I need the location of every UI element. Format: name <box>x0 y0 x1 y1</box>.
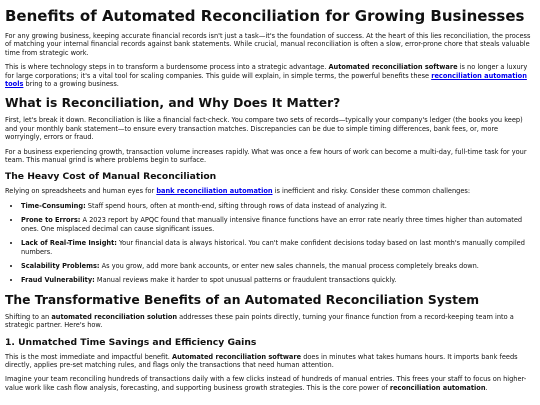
section2-paragraph-2 <box>5 353 535 370</box>
intro-paragraph-2 <box>5 63 535 88</box>
s2p1-bold: automated reconciliation solution <box>51 312 178 321</box>
bullet-label: Prone to Errors: <box>21 216 81 225</box>
intro-text-d: bring to a growing business. <box>23 80 119 89</box>
s2p2-text-a: This is the most immediate and impactful benefit. <box>5 352 172 361</box>
bullet-label: Time-Consuming: <box>21 201 86 210</box>
s2p2-text-c: does in minutes what takes humans hours. It imports bank feeds directly, applies pre-set matching rules, and flags only the transactions that need human attention. <box>5 352 518 369</box>
s2p3-bold: reconciliation automation <box>389 383 486 392</box>
bullet-text: Your financial data is always historical. You can't make confident decisions today based on last month's manually compiled numbers. <box>21 239 525 256</box>
list-item <box>21 262 535 270</box>
page-title: Benefits of Automated Reconciliation for Growing Businesses <box>5 7 525 25</box>
section2-paragraph-3 <box>5 375 535 392</box>
subheading-heavy-cost: The Heavy Cost of Manual Reconciliation <box>5 171 217 183</box>
intro-text-c: is no longer a luxury for large corporations; it's a vital tool for scaling companies. This guide will explain, in simple terms, the powerful benefits these <box>5 63 528 80</box>
bullet-label: Lack of Real-Time Insight: <box>21 239 117 248</box>
s2p1-text-c: addresses these pain points directly, turning your finance function from a record-keeping team into a strategic partner. Here's how. <box>5 312 514 330</box>
section2-paragraph-1 <box>5 313 535 330</box>
section1-paragraph-1: First, let's break it down. Reconciliation is like a financial fact-check. You compare two sets of records—typically your company's ledger (the books you keep) and your monthly bank statement—to ensure every transaction matches. Discrepancies can be due to simple timing differences, bank fees, or, more worryingly, errors or fraud. <box>5 116 523 142</box>
s2p1-text-a: Shifting to an <box>5 312 52 321</box>
list-item <box>21 239 535 256</box>
p3-text-b: is inefficient and risky. Consider these common challenges: <box>272 187 471 196</box>
reconciliation-automation-tools-link[interactable]: reconciliation automation tools <box>5 71 527 89</box>
bullet-text: Manual reviews make it harder to spot unusual patterns or fraudulent transactions quickly. <box>94 276 397 285</box>
subheading-time-savings: 1. Unmatched Time Savings and Efficiency Gains <box>5 336 257 348</box>
p3-text-a: Relying on spreadsheets and human eyes for <box>5 187 157 196</box>
list-item <box>21 216 535 233</box>
bullet-label: Scalability Problems: <box>21 261 100 270</box>
section1-paragraph-3 <box>5 187 535 195</box>
bank-reconciliation-automation-link[interactable]: bank reconciliation automation <box>156 187 273 196</box>
bullet-text: As you grow, add more bank accounts, or enter new sales channels, the manual process completely breaks down. <box>99 261 479 270</box>
challenges-list <box>5 202 535 285</box>
intro-paragraph-1: For any growing business, keeping accurate financial records isn't just a task—it's the foundation of success. At the heart of this lies reconciliation, the process of matching your internal financial records against bank statements. While crucial, manual reconciliation is often a slow, error-prone chore that steals valuable time from strategic work. <box>5 32 531 57</box>
bullet-text: Staff spend hours, often at month-end, sifting through rows of data instead of analyzing it. <box>85 201 387 210</box>
s2p2-bold: Automated reconciliation software <box>172 352 302 361</box>
bullet-text: A 2023 report by APQC found that manually intensive finance functions have an error rate nearly three times higher than automated ones. One misplaced decimal can cause significant issues. <box>21 216 523 233</box>
s2p3-text-a: Imagine your team reconciling hundreds of transactions daily with a few clicks instead of hundreds of manual entries. This frees your staff to focus on higher-value work like cash flow analysis, forecasting, and supporting business growth strategies. This is the core power of <box>5 375 527 392</box>
list-item <box>21 276 535 284</box>
list-item <box>21 202 535 210</box>
bullet-label: Fraud Vulnerability: <box>21 276 95 285</box>
s2p3-text-c: . <box>485 383 488 392</box>
section1-paragraph-2: For a business experiencing growth, transaction volume increases rapidly. What was once a few hours of work can become a multi-day, full-time task for your team. This manual grind is where problems begin to surface. <box>5 147 527 165</box>
section-heading-what-is-reconciliation: What is Reconciliation, and Why Does It Matter? <box>5 96 341 111</box>
section-heading-transformative-benefits: The Transformative Benefits of an Automated Reconciliation System <box>5 292 480 307</box>
intro-text-a: This is where technology steps in to transform a burdensome process into a strategic advantage. <box>5 63 329 72</box>
intro-bold-software: Automated reconciliation software <box>328 63 458 72</box>
